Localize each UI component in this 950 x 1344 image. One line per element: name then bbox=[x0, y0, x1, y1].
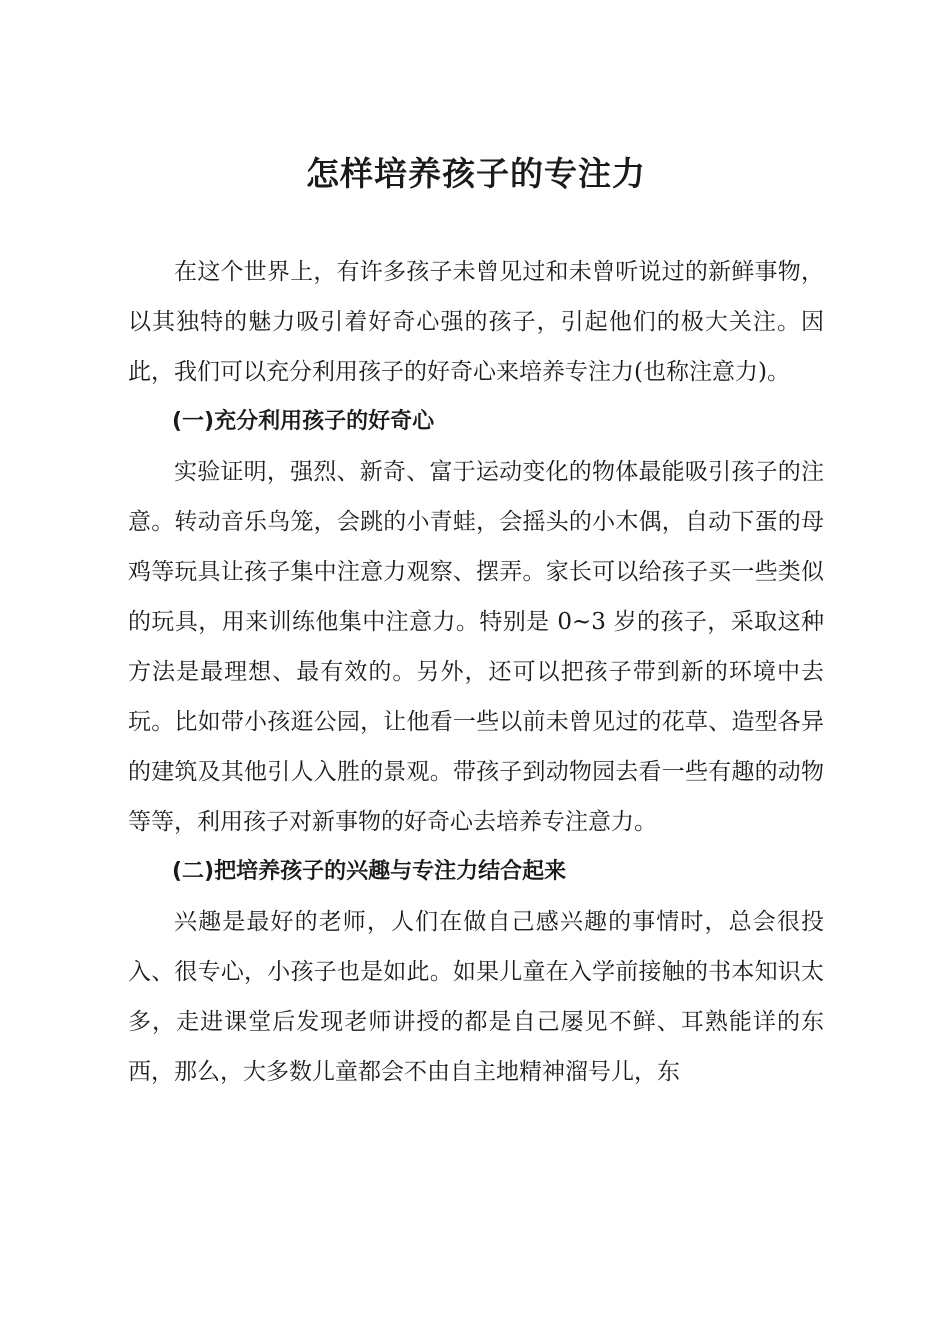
section-1-paragraph: 实验证明，强烈、新奇、富于运动变化的物体最能吸引孩子的注意。转动音乐鸟笼，会跳的小青蛙，会摇头的小木偶，自动下蛋的母鸡等玩具让孩子集中注意力观察、摆弄。家长可以给孩子买一些类似的玩具，用来训练他集中注意力。特别是 0~3 岁的孩子，采取这种方法是最理想、最有效的。另外，还可以把孩子带到新的环境中去玩。比如带小孩逛公园，让他看一些以前未曾见过的花草、造型各异的建筑及其他引人入胜的景观。带孩子到动物园去看一些有趣的动物等等，利用孩子对新事物的好奇心去培养专注意力。 bbox=[128, 459, 824, 835]
section-heading-2: (二)把培养孩子的兴趣与专注力结合起来 bbox=[172, 859, 567, 884]
section-heading-1: (一)充分利用孩子的好奇心 bbox=[172, 409, 435, 434]
document-title: 怎样培养孩子的专注力 bbox=[306, 154, 646, 193]
document-page bbox=[128, 0, 824, 1344]
section-2-paragraph: 兴趣是最好的老师，人们在做自己感兴趣的事情时，总会很投入、很专心，小孩子也是如此。如果儿童在入学前接触的书本知识太多，走进课堂后发现老师讲授的都是自己屡见不鲜、耳熟能详的东西，那么，大多数儿童都会不由自主地精神溜号儿，东 bbox=[128, 909, 824, 1085]
intro-paragraph: 在这个世界上，有许多孩子未曾见过和未曾听说过的新鲜事物，以其独特的魅力吸引着好奇心强的孩子，引起他们的极大关注。因此，我们可以充分利用孩子的好奇心来培养专注力(也称注意力)。 bbox=[128, 259, 824, 385]
document-body bbox=[128, 247, 824, 1097]
